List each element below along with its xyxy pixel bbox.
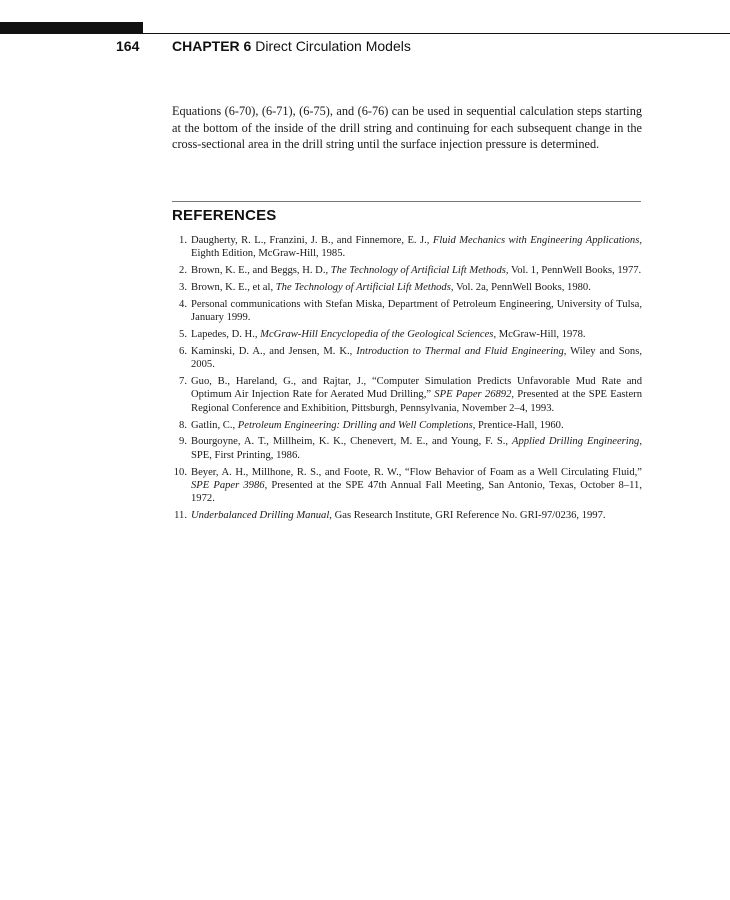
reference-item [172, 466, 642, 506]
reference-title: The Technology of Artificial Lift Methods [330, 265, 506, 277]
reference-text: , Vol. 2a, PennWell Books, 1980. [450, 282, 591, 293]
reference-title: Applied Drilling Engineering [511, 436, 640, 448]
reference-text: , Vol. 1, PennWell Books, 1977. [505, 265, 642, 277]
reference-title: McGraw-Hill Encyclopedia of the Geological Sciences [260, 329, 494, 340]
reference-title: SPE Paper 26892 [434, 389, 512, 401]
reference-item [172, 234, 642, 261]
reference-item [172, 345, 642, 372]
reference-number: 4. [179, 298, 187, 310]
section-divider [172, 201, 641, 202]
reference-item [172, 419, 642, 432]
reference-number: 7. [179, 376, 187, 387]
page-number: 164 [116, 38, 140, 54]
reference-item [172, 435, 642, 462]
reference-number: 9. [179, 436, 187, 448]
chapter-title: Direct Circulation Models [255, 38, 411, 54]
reference-number: 6. [179, 345, 187, 357]
reference-text: Brown, K. E., and Beggs, H. D., [191, 265, 331, 277]
reference-text: Bourgoyne, A. T., Millheim, K. K., Chenevert, M. E., and Young, F. S., [191, 436, 512, 448]
references-title: REFERENCES [172, 207, 277, 224]
reference-item [172, 328, 642, 341]
reference-text: , Eighth Edition, McGraw-Hill, 1985. [191, 235, 643, 260]
reference-title: Underbalanced Drilling Manual [191, 510, 330, 522]
reference-text: , Wiley and Sons, 2005. [191, 345, 642, 371]
reference-title: Petroleum Engineering: Drilling and Well Completions [237, 419, 473, 431]
reference-text: Lapedes, D. H., [191, 329, 261, 340]
reference-title: The Technology of Artificial Lift Methods [275, 282, 451, 293]
reference-text: Beyer, A. H., Millhone, R. S., and Foote, R. W., “Flow Behavior of Foam as a Well Circulating Fluid,” [191, 466, 642, 478]
reference-item [172, 281, 642, 294]
reference-number: 3. [179, 282, 187, 293]
reference-number: 5. [179, 329, 187, 340]
reference-text: Kaminski, D. A., and Jensen, M. K., [191, 345, 357, 357]
intro-paragraph: Equations (6-70), (6-71), (6-75), and (6-76) can be used in sequential calculation steps starting at the bottom of the inside of the drill string and continuing for each subsequent change in the cross-sectional area in the drill string until the surface injection pressure is determined. [172, 104, 642, 152]
header-bar [0, 22, 143, 34]
reference-number: 1. [179, 235, 187, 246]
reference-number: 8. [179, 419, 187, 431]
header-rule [143, 33, 730, 34]
reference-text: Brown, K. E., et al, [191, 282, 276, 293]
reference-text: Guo, B., Hareland, G., and Rajtar, J., “Computer Simulation Predicts Unfavorable Mud Rate and Optimum Air Injection Rate for Aerated Mud Drilling,” [191, 376, 642, 401]
reference-text: , Prentice-Hall, 1960. [472, 419, 564, 431]
reference-title: Fluid Mechanics with Engineering Applications [432, 235, 640, 246]
reference-item [172, 509, 642, 522]
reference-text: Gatlin, C., [191, 419, 238, 431]
reference-item [172, 298, 642, 325]
reference-text: Daugherty, R. L., Franzini, J. B., and Finnemore, E. J., [191, 235, 433, 246]
reference-list [172, 234, 642, 526]
reference-number: 11. [174, 510, 187, 522]
chapter-label: CHAPTER 6 [172, 38, 252, 54]
reference-item [172, 264, 642, 277]
reference-text: , McGraw-Hill, 1978. [493, 329, 586, 340]
reference-text: , SPE, First Printing, 1986. [191, 436, 642, 461]
reference-number: 2. [179, 265, 187, 277]
reference-number: 10. [173, 466, 187, 478]
reference-text: Personal communications with Stefan Miska, Department of Petroleum Engineering, University of Tulsa, January 1999. [191, 298, 642, 324]
reference-text: , Gas Research Institute, GRI Reference No. GRI-97/0236, 1997. [329, 510, 606, 522]
reference-title: Introduction to Thermal and Fluid Engineering [356, 345, 564, 357]
reference-title: SPE Paper 3986 [191, 480, 265, 492]
reference-item [172, 375, 642, 415]
running-head [172, 38, 411, 54]
reference-text: , Presented at the SPE 47th Annual Fall Meeting, San Antonio, Texas, October 8–11, 1972. [191, 480, 642, 505]
reference-text: , Presented at the SPE Eastern Regional Conference and Exhibition, Pittsburgh, Pennsylvania, November 2–4, 1993. [191, 389, 643, 414]
